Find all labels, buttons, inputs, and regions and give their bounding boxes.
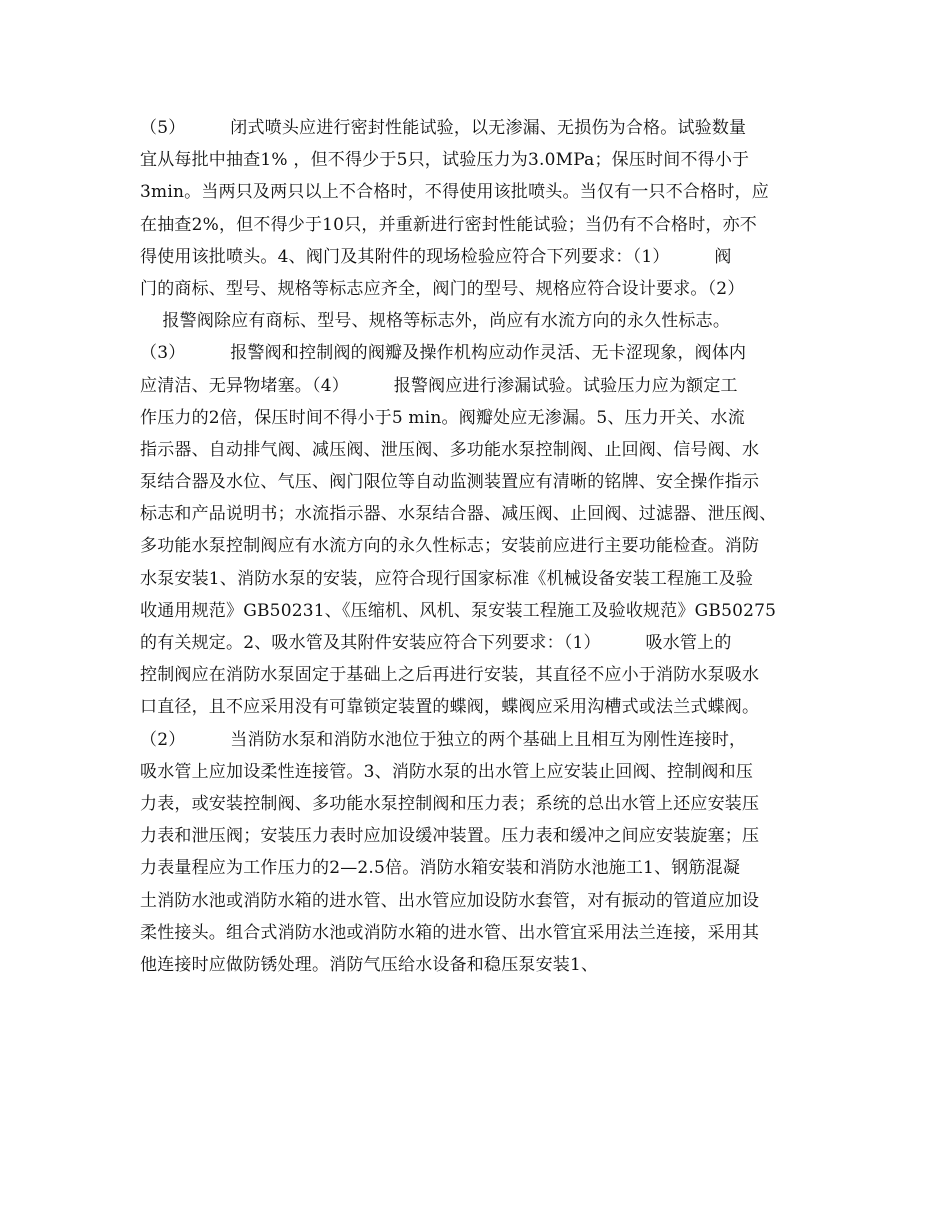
body-text (140, 112, 820, 981)
text-line: 力表，或安装控制阀、多功能水泵控制阀和压力表；系统的总出水管上还应安装压 (140, 793, 760, 814)
text-line: 泵结合器及水位、气压、阀门限位等自动监测装置应有清晰的铭牌、安全操作指示 (140, 472, 760, 493)
text-line: 土消防水池或消防水箱的进水管、出水管应加设防水套管，对有振动的管道应加设 (140, 890, 760, 911)
text-line: 力表和泄压阀；安装压力表时应加设缓冲装置。压力表和缓冲之间应安装旋塞；压 (140, 826, 760, 847)
text-line: 在抽查2%，但不得少于10只，并重新进行密封性能试验；当仍有不合格时，亦不 (140, 214, 757, 235)
text-line: 多功能水泵控制阀应有水流方向的永久性标志；安装前应进行主要功能检查。消防 (140, 536, 760, 557)
text-line: 作压力的2倍，保压时间不得小于5 min。阀瓣处应无渗漏。5、压力开关、水流 (140, 407, 745, 428)
text-line: 门的商标、型号、规格等标志应齐全，阀门的型号、规格应符合设计要求。（2） (140, 278, 745, 299)
text-line: 3min。当两只及两只以上不合格时，不得使用该批喷头。当仅有一只不合格时，应 (140, 182, 769, 203)
text-line: 吸水管上应加设柔性连接管。3、消防水泵的出水管上应安装止回阀、控制阀和压 (140, 761, 754, 782)
text-line: （2） 当消防水泵和消防水池位于独立的两个基础上且相互为刚性连接时， (140, 729, 747, 750)
text-line: 口直径，且不应采用没有可靠锁定装置的蝶阀，蝶阀应采用沟槽式或法兰式蝶阀。 (140, 697, 760, 718)
text-line: （5） 闭式喷头应进行密封性能试验，以无渗漏、无损伤为合格。试验数量 (140, 118, 747, 138)
text-line: 收通用规范》GB50231、《压缩机、风机、泵安装工程施工及验收规范》GB50275 (140, 600, 777, 621)
text-line: 得使用该批喷头。4、阀门及其附件的现场检验应符合下列要求：（1） 阀 (140, 246, 732, 267)
text-line: 他连接时应做防锈处理。消防气压给水设备和稳压泵安装1、 (140, 954, 599, 975)
text-line: 指示器、自动排气阀、减压阀、泄压阀、多功能水泵控制阀、止回阀、信号阀、水 (140, 439, 760, 460)
text-line: 水泵安装1、消防水泵的安装，应符合现行国家标准《机械设备安装工程施工及验 (140, 568, 754, 589)
text-line: （3） 报警阀和控制阀的阀瓣及操作机构应动作灵活、无卡涩现象，阀体内 (140, 343, 747, 364)
text-line: 力表量程应为工作压力的2—2.5倍。消防水箱安装和消防水池施工1、钢筋混凝 (140, 858, 741, 879)
text-line: 控制阀应在消防水泵固定于基础上之后再进行安装，其直径不应小于消防水泵吸水 (140, 665, 760, 686)
text-line: 的有关规定。2、吸水管及其附件安装应符合下列要求：（1） 吸水管上的 (140, 633, 732, 653)
text-line: 应清洁、无异物堵塞。（4） 报警阀应进行渗漏试验。试验压力应为额定工 (140, 375, 738, 396)
text-line: 报警阀除应有商标、型号、规格等标志外，尚应有水流方向的永久性标志。 (140, 311, 731, 332)
text-line: 标志和产品说明书；水流指示器、水泵结合器、减压阀、止回阀、过滤器、泄压阀、 (140, 504, 777, 525)
text-line: 柔性接头。组合式消防水池或消防水箱的进水管、出水管宜采用法兰连接，采用其 (140, 922, 760, 943)
text-line: 宜从每批中抽查1% ，但不得少于5只，试验压力为3.0MPa；保压时间不得小于 (140, 150, 750, 171)
